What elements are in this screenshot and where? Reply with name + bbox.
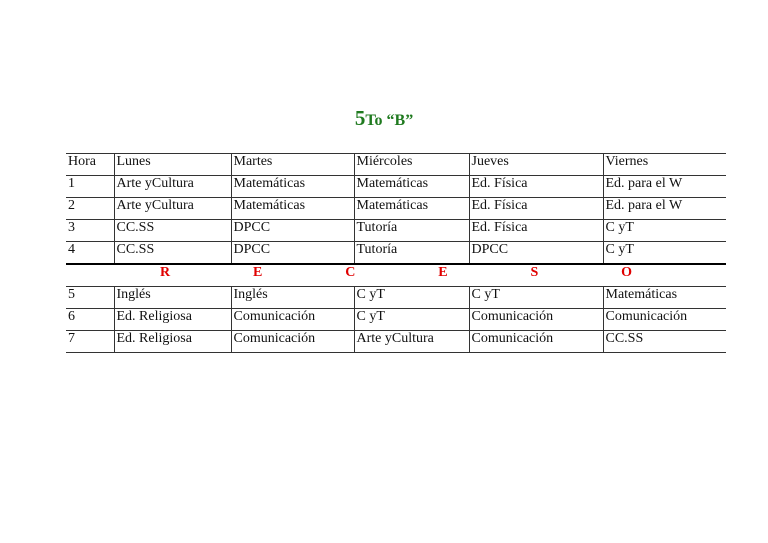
hour-cell: 4 bbox=[66, 242, 114, 265]
table-cell: Comunicación bbox=[469, 309, 603, 331]
table-cell: C yT bbox=[354, 287, 469, 309]
table-cell: Matemáticas bbox=[231, 198, 354, 220]
table-cell: Ed. Física bbox=[469, 220, 603, 242]
table-row bbox=[66, 176, 726, 198]
table-cell: Comunicación bbox=[231, 331, 354, 353]
table-cell: Arte yCultura bbox=[354, 331, 469, 353]
table-row bbox=[66, 198, 726, 220]
table-cell: Ed. Física bbox=[469, 176, 603, 198]
header-cell: Hora bbox=[66, 154, 114, 176]
title-number: 5 bbox=[354, 106, 366, 130]
table-cell: Ed. para el W bbox=[603, 198, 726, 220]
table-cell: CC.SS bbox=[114, 242, 231, 265]
header-cell: Miércoles bbox=[354, 154, 469, 176]
hour-cell: 7 bbox=[66, 331, 114, 353]
table-cell: Ed. para el W bbox=[603, 176, 726, 198]
table-cell: Matemáticas bbox=[354, 176, 469, 198]
table-cell: Comunicación bbox=[603, 309, 726, 331]
table-cell: DPCC bbox=[231, 220, 354, 242]
table-row bbox=[66, 242, 726, 265]
table-cell: Ed. Religiosa bbox=[114, 331, 231, 353]
recess-row bbox=[66, 264, 726, 287]
page-title bbox=[0, 106, 768, 131]
table-cell: Matemáticas bbox=[354, 198, 469, 220]
hour-cell: 3 bbox=[66, 220, 114, 242]
table-cell: DPCC bbox=[469, 242, 603, 265]
hour-cell: 2 bbox=[66, 198, 114, 220]
table-cell: CC.SS bbox=[603, 331, 726, 353]
hour-cell: 6 bbox=[66, 309, 114, 331]
table-row bbox=[66, 331, 726, 353]
title-section: To “B” bbox=[365, 112, 414, 129]
table-cell: Inglés bbox=[114, 287, 231, 309]
table-cell: C yT bbox=[603, 220, 726, 242]
table-cell: CC.SS bbox=[114, 220, 231, 242]
hour-cell: 1 bbox=[66, 176, 114, 198]
schedule-table bbox=[66, 153, 726, 353]
header-row bbox=[66, 154, 726, 176]
table-cell: C yT bbox=[603, 242, 726, 265]
header-cell: Martes bbox=[231, 154, 354, 176]
header-cell: Jueves bbox=[469, 154, 603, 176]
recess-letter: E bbox=[253, 265, 263, 280]
recess-letter: C bbox=[345, 265, 356, 280]
table-cell: Ed. Física bbox=[469, 198, 603, 220]
recess-cell bbox=[66, 264, 726, 287]
hour-cell: 5 bbox=[66, 287, 114, 309]
table-row bbox=[66, 287, 726, 309]
table-cell: Ed. Religiosa bbox=[114, 309, 231, 331]
table-cell: Arte yCultura bbox=[114, 198, 231, 220]
table-cell: Tutoría bbox=[354, 220, 469, 242]
table-cell: C yT bbox=[354, 309, 469, 331]
table-cell: Tutoría bbox=[354, 242, 469, 265]
recess-letter: R bbox=[160, 265, 171, 280]
recess-label bbox=[68, 265, 724, 280]
table-cell: DPCC bbox=[231, 242, 354, 265]
table-cell: Comunicación bbox=[231, 309, 354, 331]
table-cell: Arte yCultura bbox=[114, 176, 231, 198]
recess-letter: S bbox=[530, 265, 539, 280]
table-cell: C yT bbox=[469, 287, 603, 309]
table-cell: Inglés bbox=[231, 287, 354, 309]
table-cell: Comunicación bbox=[469, 331, 603, 353]
recess-letter: O bbox=[621, 265, 632, 280]
table-cell: Matemáticas bbox=[603, 287, 726, 309]
header-cell: Lunes bbox=[114, 154, 231, 176]
table-row bbox=[66, 309, 726, 331]
table-row bbox=[66, 220, 726, 242]
table-cell: Matemáticas bbox=[231, 176, 354, 198]
header-cell: Viernes bbox=[603, 154, 726, 176]
recess-letter: E bbox=[438, 265, 448, 280]
